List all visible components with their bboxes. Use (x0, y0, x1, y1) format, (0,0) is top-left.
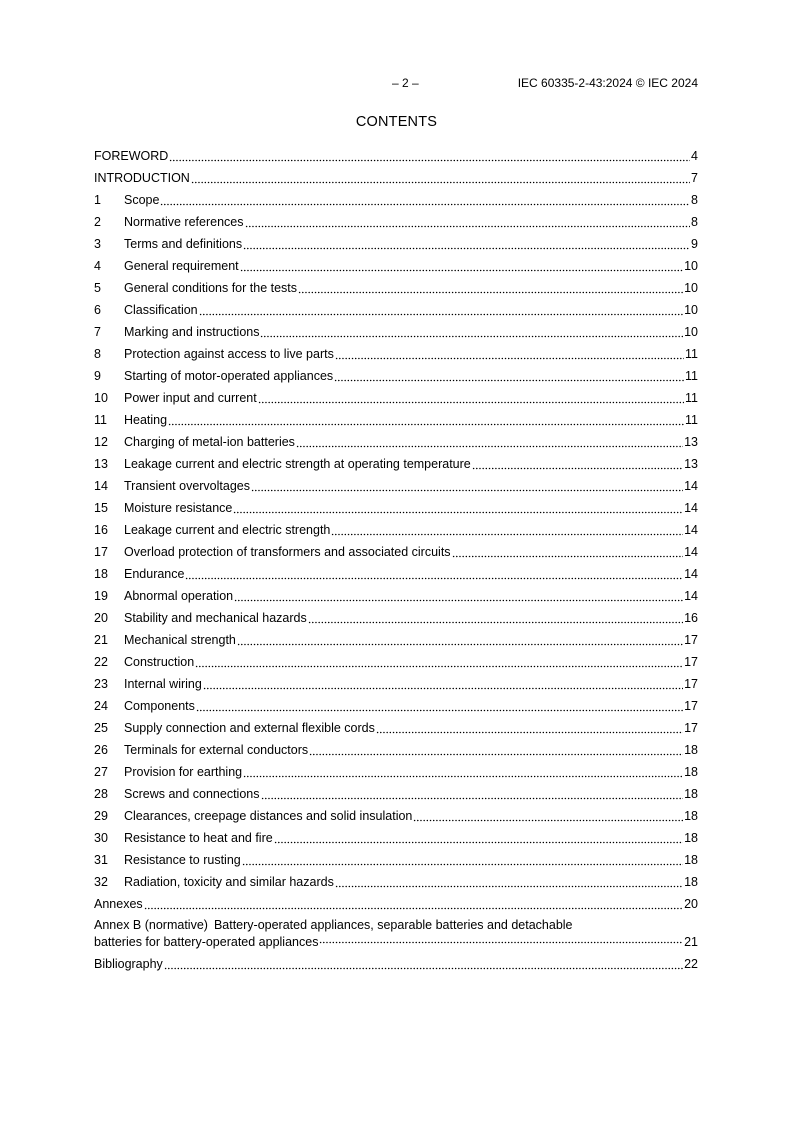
dot-leader (164, 960, 683, 970)
toc-entry-label: Marking and instructions (124, 325, 260, 339)
dot-leader (185, 570, 683, 580)
toc-entry-page: 14 (684, 545, 698, 559)
toc-entry-clause[interactable] (94, 541, 698, 563)
toc-entry-label: Clearances, creepage distances and solid insulation (124, 809, 413, 823)
toc-entry-label: Scope (124, 193, 160, 207)
toc-entry-label: Power input and current (124, 391, 257, 405)
dot-leader (160, 196, 690, 206)
toc-entry-clause[interactable] (94, 233, 698, 255)
toc-entry-page: 10 (684, 259, 698, 273)
toc-entry-clause[interactable] (94, 849, 698, 871)
annex-b-prefix: Annex B (normative) (94, 918, 208, 932)
toc-entry-page: 14 (684, 589, 698, 603)
toc-entry-clause[interactable] (94, 607, 698, 629)
clause-number: 1 (94, 193, 101, 207)
clause-number: 7 (94, 325, 101, 339)
annex-b-continuation (94, 934, 698, 949)
clause-number: 24 (94, 699, 108, 713)
clause-number: 13 (94, 457, 108, 471)
toc-entry-clause[interactable] (94, 453, 698, 475)
toc-entry-label: Transient overvoltages (124, 479, 250, 493)
toc-entry-clause[interactable] (94, 497, 698, 519)
toc-entry-page: 16 (684, 611, 698, 625)
toc-entry-page: 17 (684, 699, 698, 713)
toc-entry-clause[interactable] (94, 299, 698, 321)
clause-number: 26 (94, 743, 108, 757)
toc-entry-page: 9 (691, 237, 698, 251)
toc-entry-label: General requirement (124, 259, 239, 273)
toc-entry-clause[interactable] (94, 739, 698, 761)
toc-entry-page: 4 (691, 149, 698, 163)
toc-entry-label: FOREWORD (94, 149, 169, 163)
toc-entry-label: Screws and connections (124, 787, 260, 801)
annex-b-title-line1: Battery-operated appliances, separable batteries and detachable (213, 918, 573, 932)
clause-number: 28 (94, 787, 108, 801)
dot-leader (233, 504, 683, 514)
dot-leader (274, 834, 683, 844)
toc-entry-annex-b[interactable] (94, 915, 698, 953)
toc-entry-page: 11 (685, 391, 698, 405)
annex-b-heading (94, 918, 573, 932)
page-title: CONTENTS (355, 114, 438, 130)
toc-entry-label: Supply connection and external flexible cords (124, 721, 375, 735)
toc-entry-page: 14 (684, 567, 698, 581)
dot-leader (234, 592, 683, 602)
toc-entry-page: 13 (684, 435, 698, 449)
toc-entry-page: 14 (684, 523, 698, 537)
toc-entry-clause[interactable] (94, 189, 698, 211)
toc-entry-page: 17 (684, 655, 698, 669)
clause-number: 3 (94, 237, 101, 251)
dot-leader (472, 460, 683, 470)
dot-leader (331, 526, 683, 536)
clause-number: 18 (94, 567, 108, 581)
clause-number: 10 (94, 391, 108, 405)
clause-number: 31 (94, 853, 108, 867)
clause-number: 12 (94, 435, 108, 449)
clause-number: 11 (94, 413, 107, 427)
toc-entry-page: 22 (684, 957, 698, 971)
toc-entry-label: Resistance to rusting (124, 853, 241, 867)
toc-entry-page: 14 (684, 479, 698, 493)
page-header (94, 76, 698, 92)
dot-leader (258, 394, 684, 404)
toc-entry-label: Normative references (124, 215, 244, 229)
toc-entry-clause[interactable] (94, 673, 698, 695)
toc-entry-page: 8 (691, 193, 698, 207)
toc-entry-label: Abnormal operation (124, 589, 234, 603)
toc-entry-clause[interactable] (94, 431, 698, 453)
dot-leader (309, 746, 683, 756)
clause-list (94, 189, 698, 893)
toc-entry-clause[interactable] (94, 343, 698, 365)
toc-entry-page: 17 (684, 677, 698, 691)
dot-leader (334, 372, 684, 382)
dot-leader (251, 482, 683, 492)
toc-entry-foreword[interactable] (94, 145, 698, 167)
dot-leader (319, 934, 683, 944)
standard-reference: IEC 60335-2-43:2024 © IEC 2024 (517, 76, 698, 90)
toc-entry-clause[interactable] (94, 387, 698, 409)
dot-leader (245, 218, 691, 228)
toc-entry-label: Heating (124, 413, 168, 427)
table-of-contents (94, 145, 698, 975)
toc-entry-page: 13 (684, 457, 698, 471)
toc-entry-introduction[interactable] (94, 167, 698, 189)
toc-entry-clause[interactable] (94, 277, 698, 299)
toc-entry-page: 18 (684, 831, 698, 845)
toc-entry-clause[interactable] (94, 717, 698, 739)
clause-number: 25 (94, 721, 108, 735)
dot-leader (191, 174, 690, 184)
toc-entry-clause[interactable] (94, 255, 698, 277)
clause-number: 5 (94, 281, 101, 295)
dot-leader (298, 284, 683, 294)
toc-entry-label: Moisture resistance (124, 501, 233, 515)
dot-leader (195, 658, 683, 668)
page-number: – 2 – (392, 76, 419, 90)
toc-entry-bibliography[interactable] (94, 953, 698, 975)
dot-leader (335, 878, 683, 888)
clause-number: 21 (94, 633, 108, 647)
toc-entry-page: 11 (685, 347, 698, 361)
dot-leader (376, 724, 683, 734)
toc-entry-label: Terms and definitions (124, 237, 243, 251)
toc-entry-page: 10 (684, 325, 698, 339)
dot-leader (261, 790, 684, 800)
toc-entry-label: Mechanical strength (124, 633, 236, 647)
toc-entry-annexes[interactable] (94, 893, 698, 915)
dot-leader (196, 702, 683, 712)
toc-entry-clause[interactable] (94, 475, 698, 497)
toc-entry-clause[interactable] (94, 321, 698, 343)
toc-entry-page: 18 (684, 743, 698, 757)
dot-leader (452, 548, 684, 558)
clause-number: 14 (94, 479, 108, 493)
dot-leader (144, 900, 683, 910)
dot-leader (199, 306, 683, 316)
toc-entry-clause[interactable] (94, 585, 698, 607)
toc-entry-page: 7 (691, 171, 698, 185)
toc-entry-page: 18 (684, 875, 698, 889)
clause-number: 22 (94, 655, 108, 669)
toc-entry-label: Protection against access to live parts (124, 347, 334, 361)
dot-leader (237, 636, 683, 646)
toc-entry-page: 18 (684, 853, 698, 867)
toc-entry-label: Construction (124, 655, 195, 669)
clause-number: 16 (94, 523, 108, 537)
dot-leader (168, 416, 684, 426)
toc-entry-clause[interactable] (94, 783, 698, 805)
toc-entry-clause[interactable] (94, 651, 698, 673)
dot-leader (243, 768, 683, 778)
clause-number: 15 (94, 501, 108, 515)
toc-entry-label: General conditions for the tests (124, 281, 298, 295)
annex-b-title-line2: batteries for battery-operated appliances (94, 934, 319, 949)
dot-leader (240, 262, 683, 272)
toc-entry-clause[interactable] (94, 761, 698, 783)
toc-entry-label: Endurance (124, 567, 185, 581)
dot-leader (308, 614, 683, 624)
toc-entry-page: 18 (684, 787, 698, 801)
toc-entry-page: 14 (684, 501, 698, 515)
toc-entry-clause[interactable] (94, 519, 698, 541)
clause-number: 20 (94, 611, 108, 625)
clause-number: 8 (94, 347, 101, 361)
dot-leader (169, 152, 690, 162)
toc-entry-label: Leakage current and electric strength (124, 523, 331, 537)
toc-entry-clause[interactable] (94, 563, 698, 585)
toc-entry-label: Radiation, toxicity and similar hazards (124, 875, 334, 889)
dot-leader (260, 328, 683, 338)
toc-entry-clause[interactable] (94, 805, 698, 827)
toc-entry-clause[interactable] (94, 211, 698, 233)
toc-entry-page: 11 (685, 413, 698, 427)
toc-entry-label: Annexes (94, 897, 143, 911)
toc-entry-label: INTRODUCTION (94, 171, 190, 185)
toc-entry-clause[interactable] (94, 409, 698, 431)
toc-entry-clause[interactable] (94, 695, 698, 717)
clause-number: 30 (94, 831, 108, 845)
clause-number: 29 (94, 809, 108, 823)
clause-number: 19 (94, 589, 108, 603)
dot-leader (203, 680, 683, 690)
toc-entry-page: 18 (684, 765, 698, 779)
toc-entry-label: Bibliography (94, 957, 163, 971)
clause-number: 9 (94, 369, 101, 383)
clause-number: 27 (94, 765, 108, 779)
toc-entry-label: Terminals for external conductors (124, 743, 309, 757)
toc-entry-label: Stability and mechanical hazards (124, 611, 307, 625)
dot-leader (243, 240, 690, 250)
dot-leader (413, 812, 683, 822)
toc-entry-page: 10 (684, 303, 698, 317)
toc-entry-label: Resistance to heat and fire (124, 831, 273, 845)
toc-entry-clause[interactable] (94, 365, 698, 387)
toc-entry-page: 11 (685, 369, 698, 383)
toc-entry-page: 17 (684, 721, 698, 735)
toc-entry-label: Internal wiring (124, 677, 202, 691)
clause-number: 32 (94, 875, 108, 889)
clause-number: 4 (94, 259, 101, 273)
toc-entry-page: 21 (684, 934, 698, 949)
clause-number: 23 (94, 677, 108, 691)
toc-entry-label: Leakage current and electric strength at operating temperature (124, 457, 471, 471)
toc-entry-label: Provision for earthing (124, 765, 243, 779)
dot-leader (242, 856, 683, 866)
toc-entry-clause[interactable] (94, 827, 698, 849)
toc-entry-clause[interactable] (94, 629, 698, 651)
toc-entry-page: 10 (684, 281, 698, 295)
toc-entry-label: Starting of motor-operated appliances (124, 369, 334, 383)
toc-entry-page: 20 (684, 897, 698, 911)
toc-entry-label: Charging of metal-ion batteries (124, 435, 295, 449)
toc-entry-page: 8 (691, 215, 698, 229)
clause-number: 6 (94, 303, 101, 317)
toc-entry-page: 18 (684, 809, 698, 823)
clause-number: 17 (94, 545, 108, 559)
clause-number: 2 (94, 215, 101, 229)
dot-leader (296, 438, 683, 448)
toc-entry-label: Classification (124, 303, 198, 317)
toc-entry-clause[interactable] (94, 871, 698, 893)
toc-entry-label: Components (124, 699, 195, 713)
toc-entry-label: Overload protection of transformers and associated circuits (124, 545, 451, 559)
dot-leader (335, 350, 684, 360)
toc-entry-page: 17 (684, 633, 698, 647)
